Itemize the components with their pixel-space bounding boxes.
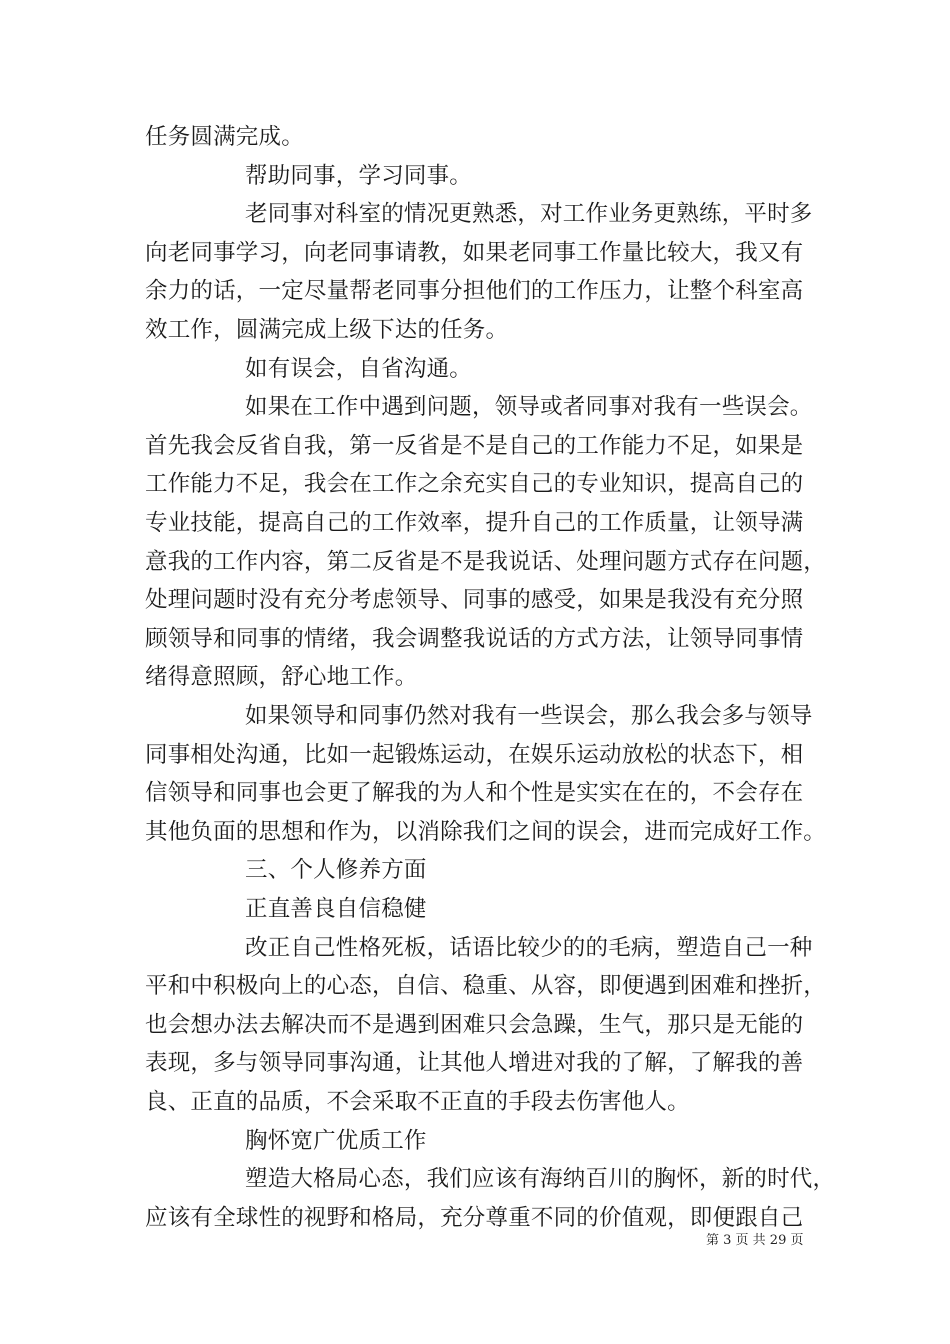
page-number-footer: 第 3 页 共 29 页 [706, 1233, 804, 1248]
text-line: 意我的工作内容，第二反省是不是我说话、处理问题方式存在问题， [145, 548, 827, 575]
text-line: 首先我会反省自我，第一反省是不是自己的工作能力不足，如果是 [145, 432, 804, 459]
text-line: 余力的话，一定尽量帮老同事分担他们的工作压力，让整个科室高 [145, 278, 804, 305]
text-line: 向老同事学习，向老同事请教，如果老同事工作量比较大，我又有 [145, 239, 804, 266]
text-line: 其他负面的思想和作为，以消除我们之间的误会，进而完成好工作。 [145, 818, 827, 845]
text-line: 平和中积极向上的心态，自信、稳重、从容，即便遇到困难和挫折， [145, 973, 827, 1000]
text-line: 信领导和同事也会更了解我的为人和个性是实实在在的，不会存在 [145, 780, 804, 807]
text-line: 塑造大格局心态，我们应该有海纳百川的胸怀，新的时代， [245, 1166, 836, 1193]
text-line: 改正自己性格死板，话语比较少的的毛病，塑造自己一种 [245, 934, 813, 961]
text-line: 三、个人修养方面 [245, 857, 427, 884]
text-line: 帮助同事，学习同事。 [245, 162, 473, 189]
text-line: 专业技能，提高自己的工作效率，提升自己的工作质量，让领导满 [145, 510, 804, 536]
text-line: 老同事对科室的情况更熟悉，对工作业务更熟练，平时多 [245, 201, 813, 228]
text-line: 如果在工作中遇到问题，领导或者同事对我有一些误会。 [245, 394, 813, 421]
text-line: 任务圆满完成。 [145, 124, 304, 150]
text-line: 工作能力不足，我会在工作之余充实自己的专业知识，提高自己的 [145, 471, 804, 498]
text-line: 效工作，圆满完成上级下达的任务。 [145, 317, 509, 343]
text-line: 如有误会，自省沟通。 [245, 355, 473, 382]
text-line: 良、正直的品质，不会采取不正直的手段去伤害他人。 [145, 1089, 690, 1115]
text-line: 胸怀宽广优质工作 [245, 1127, 427, 1154]
text-line: 绪得意照顾，舒心地工作。 [145, 664, 418, 691]
text-line: 同事相处沟通，比如一起锻炼运动，在娱乐运动放松的状态下，相 [145, 741, 804, 768]
text-line: 正直善良自信稳健 [245, 896, 427, 922]
text-line: 也会想办法去解决而不是遇到困难只会急躁，生气，那只是无能的 [145, 1011, 804, 1038]
text-line: 如果领导和同事仍然对我有一些误会，那么我会多与领导 [245, 703, 813, 729]
text-line: 应该有全球性的视野和格局，充分尊重不同的价值观，即便跟自己 [145, 1204, 804, 1231]
text-line: 处理问题时没有充分考虑领导、同事的感受，如果是我没有充分照 [145, 587, 804, 614]
text-line: 表现，多与领导同事沟通，让其他人增进对我的了解，了解我的善 [145, 1050, 804, 1077]
text-line: 顾领导和同事的情绪，我会调整我说话的方式方法，让领导同事情 [145, 625, 804, 652]
